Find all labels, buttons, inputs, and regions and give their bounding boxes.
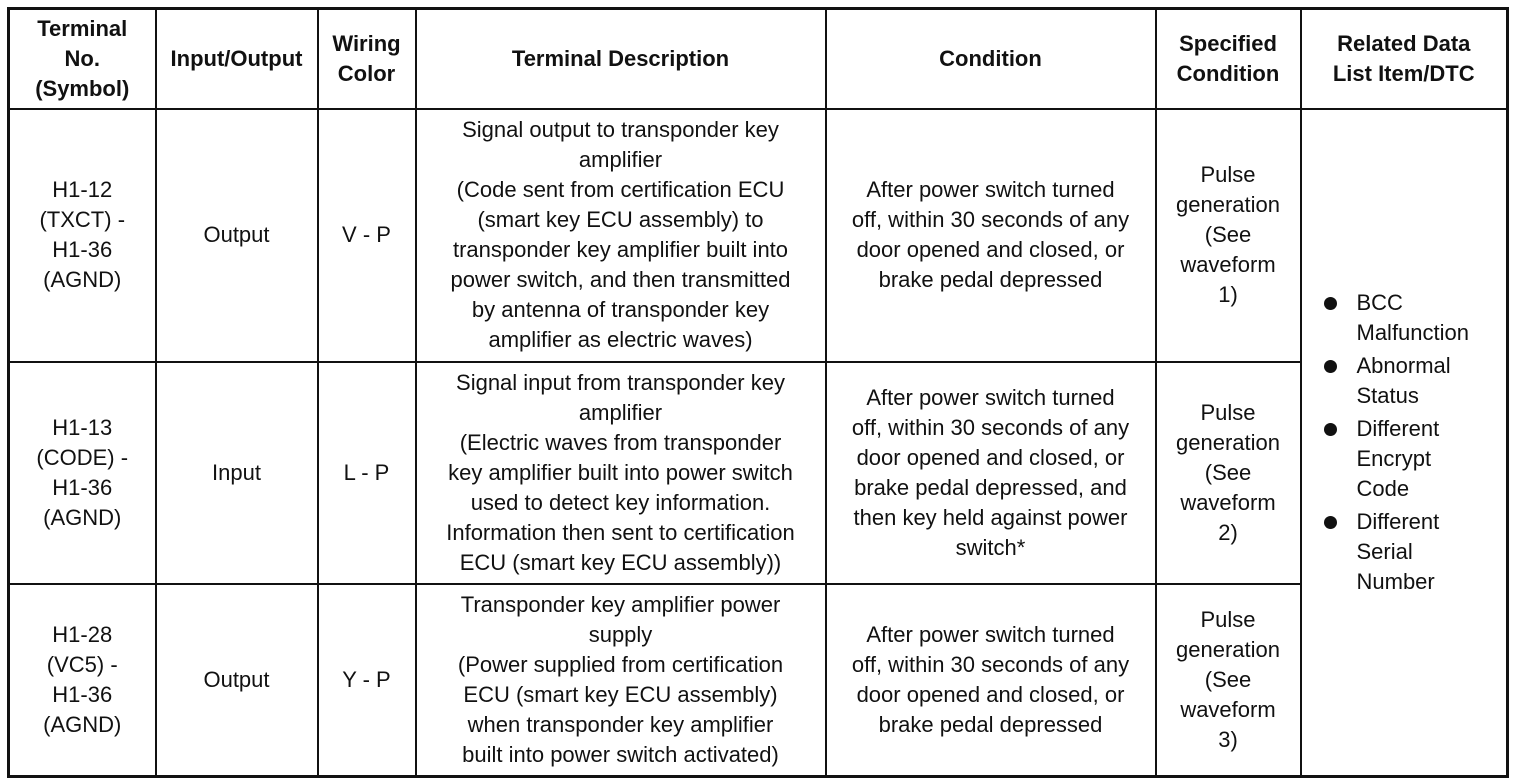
wiring-text: V - P (342, 222, 391, 247)
io-cell (156, 584, 318, 777)
condition-line: brake pedal depressed (878, 267, 1103, 292)
terminal-cell (9, 584, 156, 777)
table-row (9, 109, 1508, 362)
specified-cell (1156, 362, 1301, 584)
related-item-line: Serial (1356, 538, 1413, 564)
condition-cell (826, 584, 1156, 777)
specified-line: (See (1204, 666, 1252, 692)
specified-line: Pulse (1200, 399, 1256, 425)
list-item (1324, 414, 1503, 504)
description-line: (Power supplied from certification (457, 651, 784, 677)
specified-line: 2) (1218, 519, 1238, 545)
terminal-line: H1-12 (52, 177, 113, 202)
header-input-output (156, 9, 318, 109)
header-terminal (9, 9, 156, 109)
description-line: ECU (smart key ECU assembly)) (459, 549, 782, 575)
description-line: amplifier (578, 147, 663, 172)
header-text: List Item/DTC (1332, 60, 1475, 86)
header-terminal-description (416, 9, 826, 109)
description-line: (smart key ECU assembly) to (477, 207, 764, 232)
related-item-line: Number (1356, 568, 1435, 594)
terminal-cell (9, 362, 156, 584)
specified-line: waveform (1180, 489, 1276, 515)
description-line: key amplifier built into power switch (448, 459, 793, 485)
terminal-line: H1-36 (52, 237, 113, 262)
terminal-line: (AGND) (43, 504, 122, 530)
description-line: when transponder key amplifier (467, 711, 774, 737)
header-text: Condition (939, 45, 1042, 71)
related-item-line: Different (1356, 415, 1440, 441)
related-item-line: Encrypt (1356, 445, 1432, 471)
related-item-line: Abnormal (1356, 352, 1451, 378)
terminal-line: H1-36 (52, 681, 113, 707)
header-wiring-color (318, 9, 416, 109)
terminal-line: H1-36 (52, 474, 113, 500)
header-text: Input/Output (170, 45, 303, 71)
wiring-cell (318, 362, 416, 584)
specified-line: (See (1204, 459, 1252, 485)
header-text: Color (337, 60, 396, 86)
condition-line: brake pedal depressed (878, 711, 1103, 737)
table-row (9, 362, 1508, 584)
condition-cell (826, 362, 1156, 584)
condition-line: off, within 30 seconds of any (851, 414, 1130, 440)
header-text: Wiring (332, 30, 401, 56)
description-line: Transponder key amplifier power (460, 591, 781, 617)
description-cell (416, 362, 826, 584)
specified-line: generation (1176, 429, 1280, 455)
related-item-line: Different (1356, 508, 1440, 534)
wiring-text: Y - P (342, 666, 391, 692)
related-item-line: Malfunction (1356, 319, 1470, 345)
header-text: Specified (1179, 30, 1277, 56)
table-row (9, 584, 1508, 777)
specified-line: Pulse (1200, 162, 1256, 187)
description-line: (Code sent from certification ECU (456, 177, 785, 202)
condition-line: door opened and closed, or (856, 444, 1125, 470)
header-text: Terminal Description (511, 45, 730, 71)
description-line: supply (588, 621, 653, 647)
description-cell (416, 109, 826, 362)
condition-cell (826, 109, 1156, 362)
io-cell (156, 362, 318, 584)
header-text: Condition (1176, 60, 1280, 86)
description-cell (416, 584, 826, 777)
terminal-line: (AGND) (43, 267, 122, 292)
specified-line: waveform (1180, 252, 1276, 277)
wiring-cell (318, 109, 416, 362)
description-line: (Electric waves from transponder (459, 429, 782, 455)
description-line: power switch, and then transmitted (450, 267, 791, 292)
condition-line: brake pedal depressed, and (854, 474, 1127, 500)
condition-line: then key held against power (853, 504, 1128, 530)
list-item (1324, 288, 1503, 348)
terminal-spec-table-frame (7, 7, 1506, 775)
condition-line: After power switch turned (866, 384, 1115, 410)
header-specified-condition (1156, 9, 1301, 109)
header-related-data (1301, 9, 1508, 109)
io-text: Output (203, 666, 270, 692)
related-item-line: Status (1356, 382, 1419, 408)
specified-line: generation (1176, 636, 1280, 662)
specified-line: Pulse (1200, 606, 1256, 632)
condition-line: door opened and closed, or (856, 237, 1125, 262)
condition-line: door opened and closed, or (856, 681, 1125, 707)
specified-line: 3) (1218, 726, 1238, 752)
bullet-icon (1324, 423, 1337, 436)
terminal-line: (TXCT) - (39, 207, 126, 232)
specified-cell (1156, 584, 1301, 777)
bullet-icon (1324, 516, 1337, 529)
io-text: Output (203, 222, 270, 247)
condition-line: After power switch turned (866, 177, 1115, 202)
related-item-line: BCC (1356, 289, 1403, 315)
header-text: (Symbol) (35, 75, 130, 101)
description-line: amplifier as electric waves) (488, 327, 753, 352)
specified-cell (1156, 109, 1301, 362)
bullet-icon (1324, 360, 1337, 373)
specified-line: generation (1176, 192, 1280, 217)
header-condition (826, 9, 1156, 109)
terminal-spec-table (7, 7, 1509, 778)
description-line: ECU (smart key ECU assembly) (463, 681, 778, 707)
terminal-line: (CODE) - (36, 444, 129, 470)
terminal-line: (VC5) - (46, 651, 118, 677)
description-line: amplifier (578, 399, 663, 425)
description-line: Signal output to transponder key (462, 117, 779, 142)
header-text: Terminal (37, 15, 128, 41)
condition-line: After power switch turned (866, 621, 1115, 647)
header-row (9, 9, 1508, 109)
condition-line: off, within 30 seconds of any (851, 207, 1130, 232)
terminal-line: H1-28 (52, 621, 113, 647)
description-line: transponder key amplifier built into (452, 237, 789, 262)
header-text: No. (64, 45, 100, 71)
specified-line: 1) (1218, 282, 1238, 307)
related-data-list (1324, 288, 1503, 597)
io-cell (156, 109, 318, 362)
related-item-line: Code (1356, 475, 1410, 501)
specified-line: waveform (1180, 696, 1276, 722)
condition-line: switch* (955, 534, 1026, 560)
specified-line: (See (1204, 222, 1252, 247)
description-line: Information then sent to certification (446, 519, 795, 545)
wiring-cell (318, 584, 416, 777)
list-item (1324, 351, 1503, 411)
bullet-icon (1324, 297, 1337, 310)
terminal-line: H1-13 (52, 414, 113, 440)
description-line: built into power switch activated) (462, 741, 779, 767)
wiring-text: L - P (343, 459, 390, 485)
terminal-cell (9, 109, 156, 362)
header-text: Related Data (1337, 30, 1471, 56)
related-data-cell (1301, 109, 1508, 777)
description-line: by antenna of transponder key (471, 297, 770, 322)
list-item (1324, 507, 1503, 597)
description-line: Signal input from transponder key (456, 369, 785, 395)
io-text: Input (212, 459, 261, 485)
terminal-line: (AGND) (43, 711, 122, 737)
description-line: used to detect key information. (470, 489, 771, 515)
condition-line: off, within 30 seconds of any (851, 651, 1130, 677)
